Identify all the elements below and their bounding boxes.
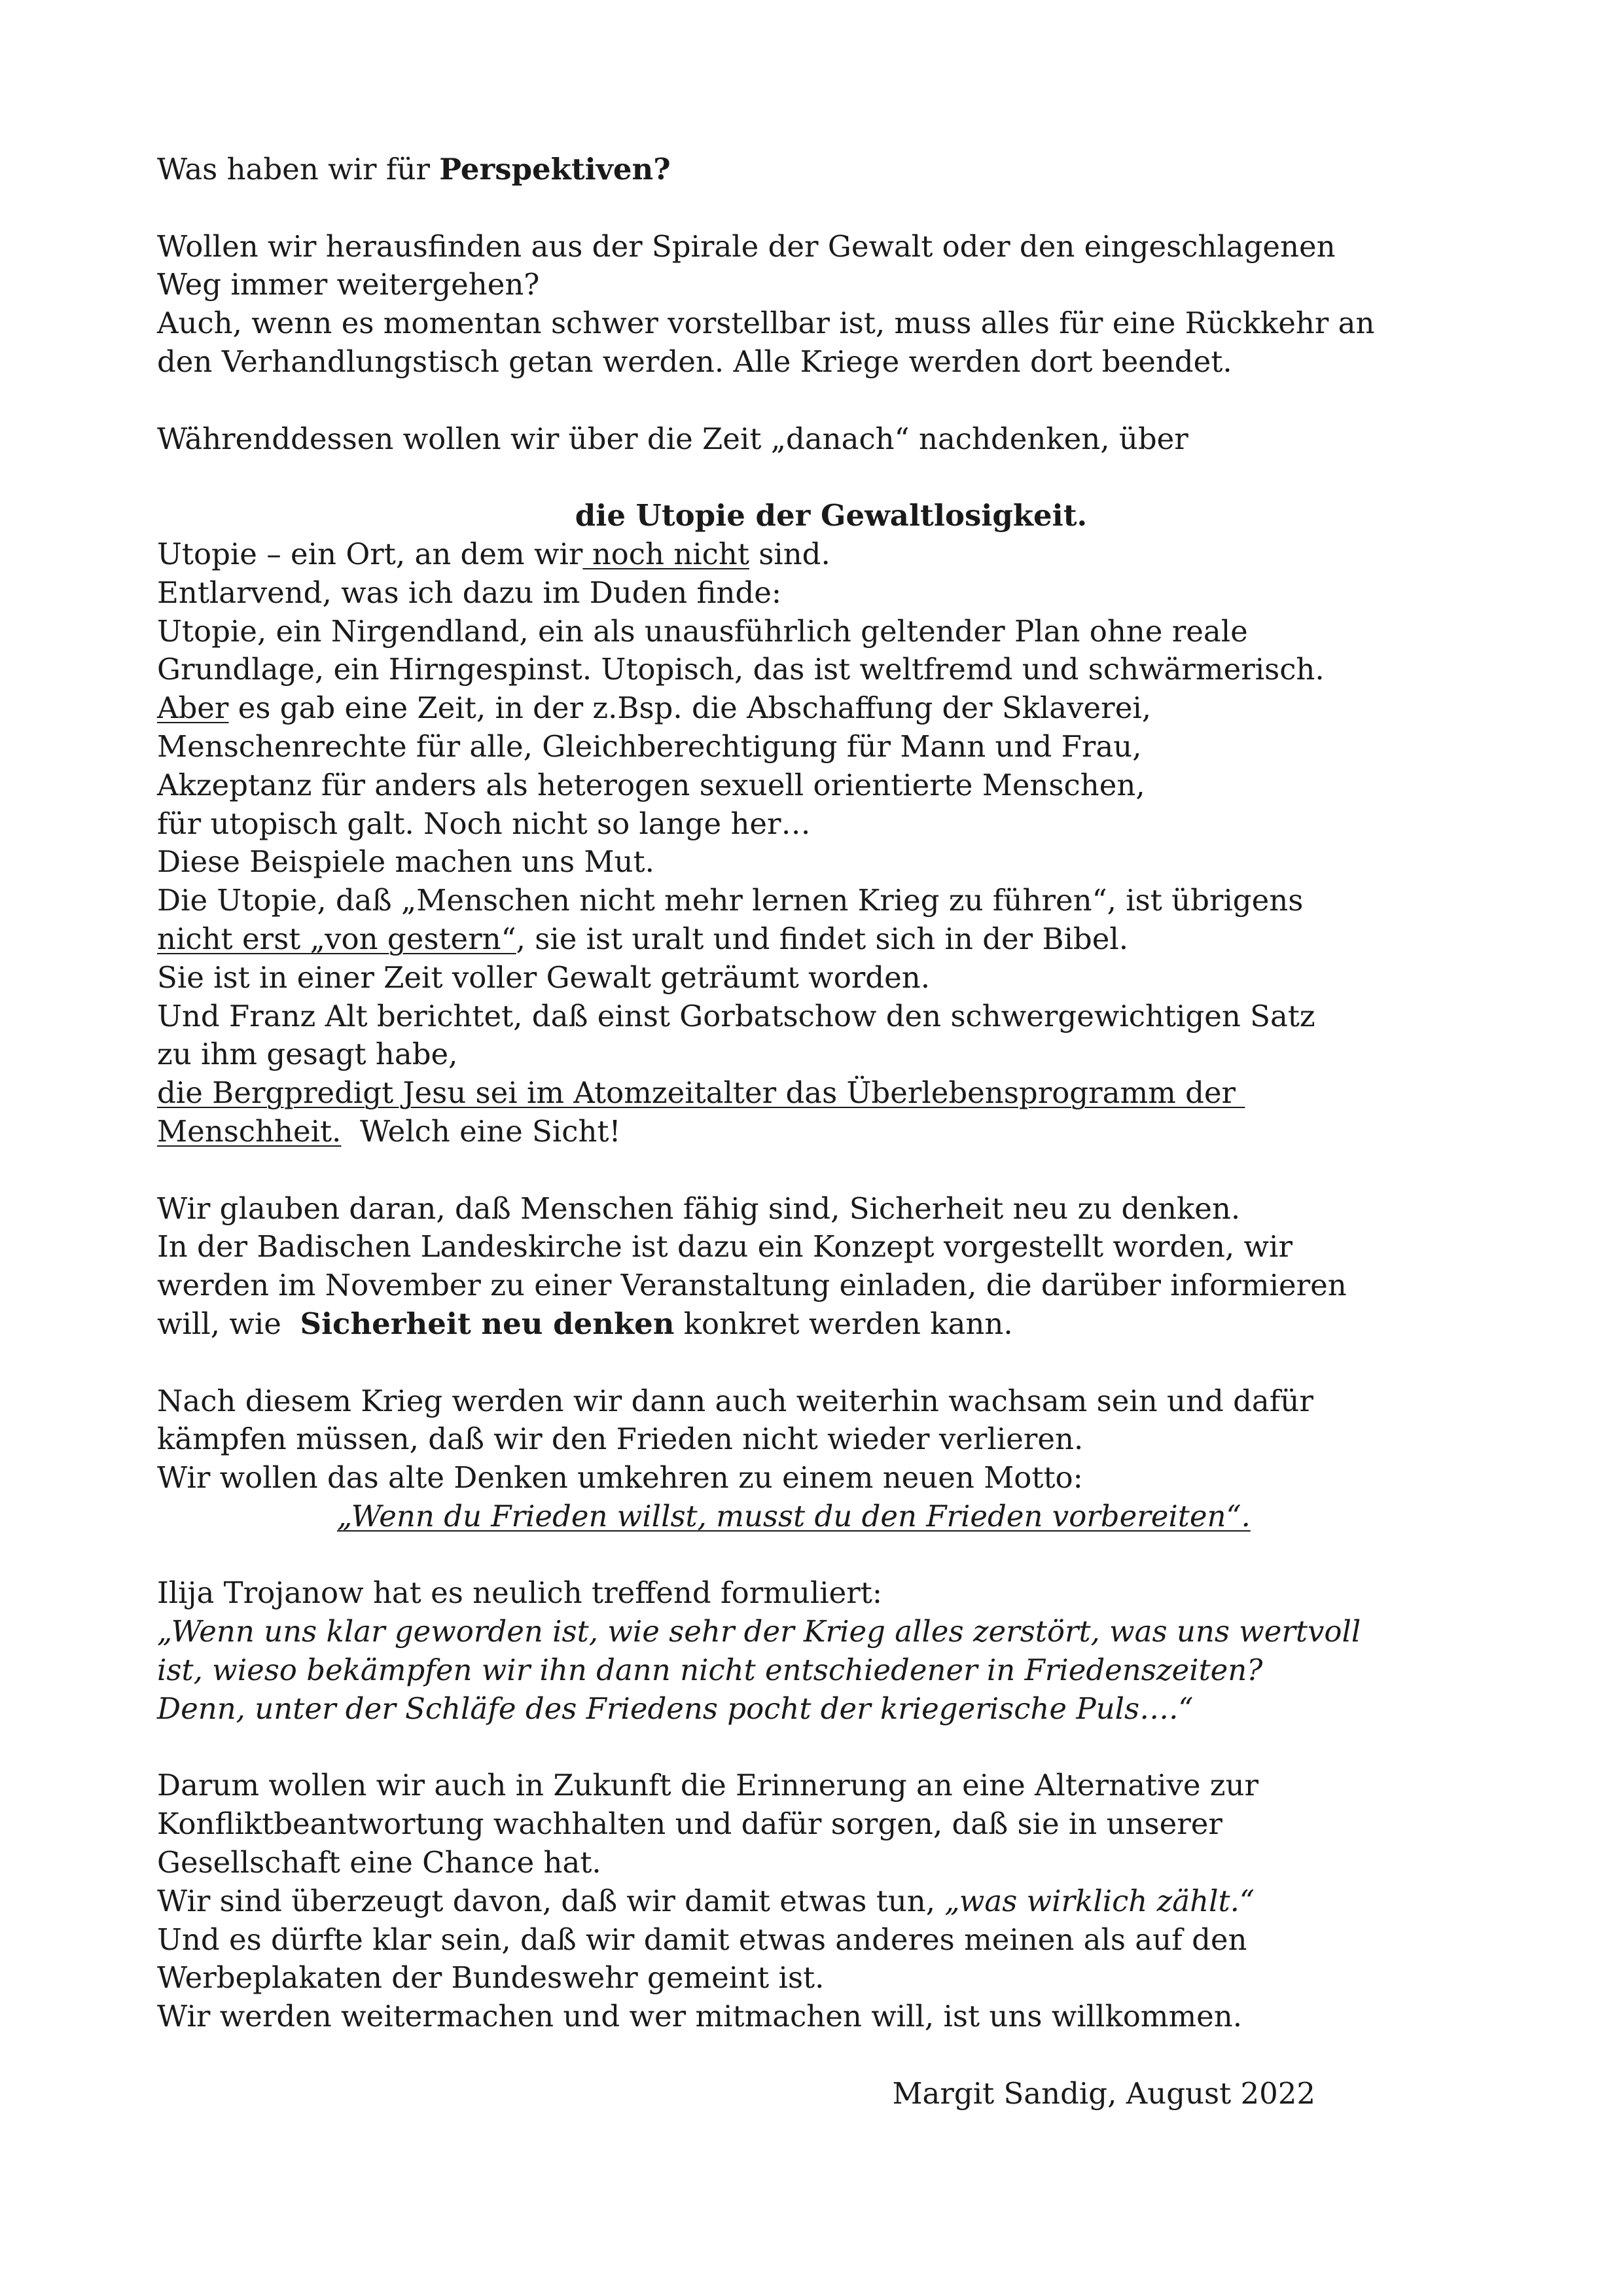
underlined-text: nicht erst „von gestern“ [157,921,516,956]
paragraph-line: Grundlage, ein Hirngespinst. Utopisch, das ist weltfremd und schwärmerisch. [157,652,1325,687]
text-span: Welch eine Sicht! [341,1113,621,1149]
underlined-text: Aber [157,691,229,726]
paragraph-line [157,1113,1505,1151]
paragraph-line: zu ihm gesagt habe, [157,1037,458,1072]
intro-text: Was haben wir für [157,152,440,187]
paragraph-line: Die Utopie, daß „Menschen nicht mehr lernen Krieg zu führen“, ist übrigens [157,883,1304,918]
document-page [157,151,1505,2113]
paragraph-line: Gesellschaft eine Chance hat. [157,1845,601,1880]
text-span: , sie ist uralt und findet sich in der Bibel. [516,921,1129,956]
paragraph-line: für utopisch galt. Noch nicht so lange her… [157,806,811,841]
paragraph-line: Wir werden weitermachen und wer mitmachen will, ist uns willkommen. [157,1999,1243,2034]
paragraph-line: Wir wollen das alte Denken umkehren zu einem neuen Motto: [157,1460,1083,1496]
paragraph-line: Entlarvend, was ich dazu im Duden finde: [157,575,782,610]
paragraph-line: kämpfen müssen, daß wir den Frieden nicht wieder verlieren. [157,1422,1084,1457]
underlined-text: Menschheit. [157,1113,342,1149]
paragraph-line: Wollen wir herausfinden aus der Spirale der Gewalt oder den eingeschlagenen [157,228,1336,264]
paragraph-line [157,1882,1505,1921]
paragraph-line: Darum wollen wir auch in Zukunft die Erinnerung an eine Alternative zur [157,1768,1258,1803]
paragraph-line [157,1074,1505,1113]
paragraph-line: Diese Beispiele machen uns Mut. [157,844,654,880]
paragraph-line: den Verhandlungstisch getan werden. Alle Kriege werden dort beendet. [157,344,1232,379]
intro-question [157,151,1505,189]
text-span: Utopie – ein Ort, an dem wir [157,536,583,571]
intro-bold-perspektiven: Perspektiven? [439,152,671,187]
italic-text: „was wirklich zählt.“ [944,1883,1255,1918]
text-span: Wir sind überzeugt davon, daß wir damit etwas tun, [157,1883,945,1918]
paragraph-line: werden im November zu einer Veranstaltung einladen, die darüber informieren [157,1268,1347,1303]
quote-line: Denn, unter der Schläfe des Friedens pocht der kriegerische Puls….“ [157,1691,1194,1726]
paragraph-line: Nach diesem Krieg werden wir dann auch weiterhin wachsam sein und dafür [157,1383,1313,1418]
section-heading [157,497,1505,535]
underlined-text: noch nicht [582,536,749,571]
paragraph-line: In der Badischen Landeskirche ist dazu ein Konzept vorgestellt worden, wir [157,1229,1293,1265]
paragraph-line: Menschenrechte für alle, Gleichberechtigung für Mann und Frau, [157,728,1142,764]
paragraph-line [157,1305,1505,1344]
heading-text: die Utopie der Gewaltlosigkeit. [575,498,1088,533]
paragraph-line: Utopie, ein Nirgendland, ein als unausführlich geltender Plan ohne reale [157,613,1248,649]
text-span: sind. [749,536,830,571]
paragraph-line: Wir glauben daran, daß Menschen fähig sind, Sicherheit neu zu denken. [157,1191,1241,1226]
paragraph-line [157,920,1505,959]
underlined-text: die Bergpredigt Jesu sei im Atomzeitalter das Überlebensprogramm der [157,1075,1245,1111]
paragraph-line: Und Franz Alt berichtet, daß einst Gorbatschow den schwergewichtigen Satz [157,998,1315,1033]
paragraph-line: Konfliktbeantwortung wachhalten und dafür sorgen, daß sie in unserer [157,1806,1222,1842]
text-span: es gab eine Zeit, in der z.Bsp. die Abschaffung der Sklaverei, [228,691,1152,726]
paragraph-line: Akzeptanz für anders als heterogen sexuell orientierte Menschen, [157,767,1145,802]
paragraph-line [157,535,1505,574]
paragraph-line [157,689,1505,728]
motto-line [157,1498,1505,1536]
paragraph-line: Werbeplakaten der Bundeswehr gemeint ist. [157,1960,825,1996]
text-span: will, wie [157,1306,300,1341]
paragraph-line: Währenddessen wollen wir über die Zeit „danach“ nachdenken, über [157,421,1188,456]
quote-line: ist, wieso bekämpfen wir ihn dann nicht entschiedener in Friedenszeiten? [157,1653,1263,1688]
motto-text: „Wenn du Frieden willst, musst du den Frieden vorbereiten“. [337,1498,1251,1534]
quote-line: „Wenn uns klar geworden ist, wie sehr der Krieg alles zerstört, was uns wertvoll [157,1614,1361,1649]
text-span: konkret werden kann. [674,1306,1013,1341]
paragraph-line: Auch, wenn es momentan schwer vorstellbar ist, muss alles für eine Rückkehr an [157,306,1375,341]
bold-text: Sicherheit neu denken [300,1306,675,1341]
paragraph-line: Weg immer weitergehen? [157,267,540,302]
signature: Margit Sandig, August 2022 [892,2075,1315,2111]
paragraph-line: Und es dürfte klar sein, daß wir damit etwas anderes meinen als auf den [157,1922,1247,1957]
paragraph-line: Sie ist in einer Zeit voller Gewalt geträumt worden. [157,960,931,995]
paragraph-line: Ilija Trojanow hat es neulich treffend formuliert: [157,1575,883,1611]
